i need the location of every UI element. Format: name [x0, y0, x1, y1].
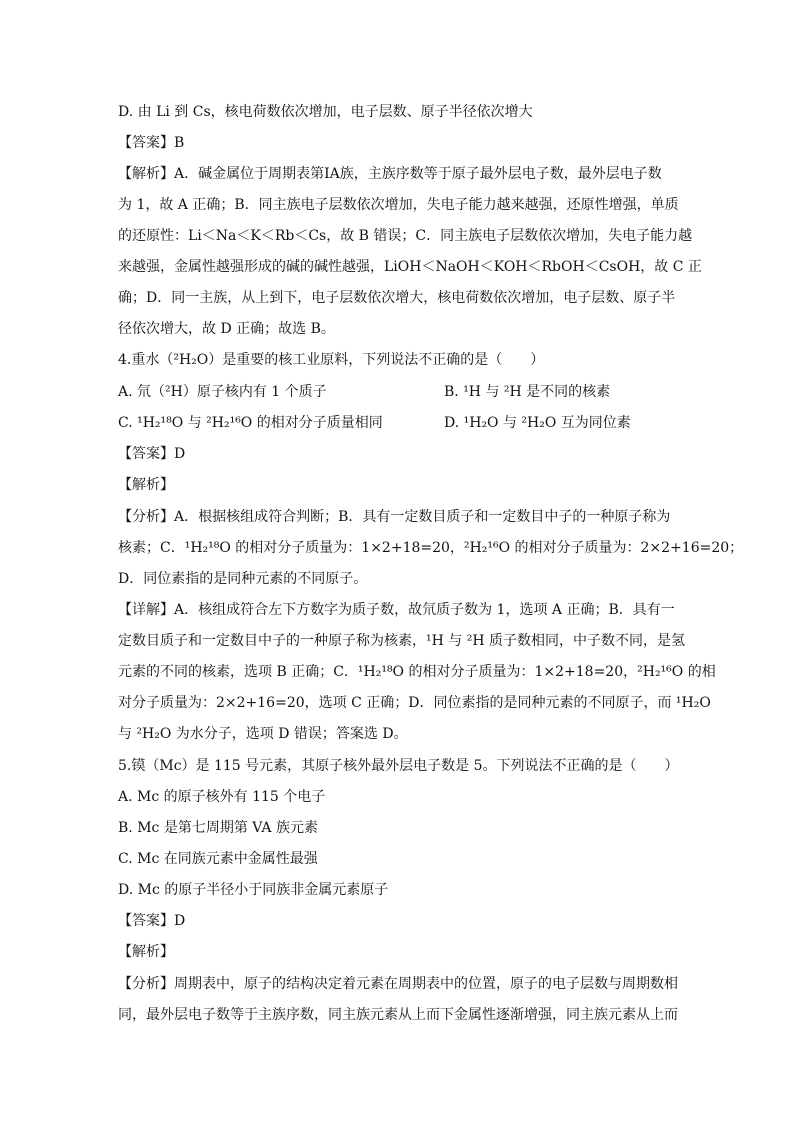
q3-option-d: D. 由 Li 到 Cs，核电荷数依次增加，电子层数、原子半径依次增大: [118, 104, 533, 120]
q4-answer: 【答案】D: [118, 446, 186, 462]
q5-option-a: A. Mc 的原子核外有 115 个电子: [118, 789, 326, 805]
q4-fenxi-line-1: 【分析】A．根据核组成符合判断；B．具有一定数目质子和一定数目中子的一种原子称为: [118, 509, 671, 525]
q5-fenxi-line-1: 【分析】周期表中，原子的结构决定着元素在周期表中的位置，原子的电子层数与周期数相: [118, 976, 678, 992]
q3-analysis-line-6: 径依次增大，故 D 正确；故选 B。: [118, 321, 335, 337]
q4-fenxi-line-2: 核素；C．¹H₂¹⁸O 的相对分子质量为：1×2+18=20，²H₂¹⁶O 的相对分子质量为：2×2+16=20；: [118, 540, 744, 556]
q4-jiexi-heading: 【解析】: [118, 477, 174, 493]
q4-xiangjie-line-4: 对分子质量为：2×2+16=20，选项 C 正确；D．同位素指的是同种元素的不同原子，而 ¹H₂O: [118, 695, 711, 711]
q4-option-d: D. ¹H₂O 与 ²H₂O 互为同位素: [444, 415, 631, 431]
q4-xiangjie-line-1: 【详解】A．核组成符合左下方数字为质子数，故氘质子数为 1，选项 A 正确；B．具有一: [118, 602, 675, 618]
q5-jiexi-heading: 【解析】: [118, 944, 174, 960]
q5-option-c: C. Mc 在同族元素中金属性最强: [118, 851, 318, 867]
q4-xiangjie-line-5: 与 ²H₂O 为水分子，选项 D 错误；答案选 D。: [118, 726, 408, 742]
q4-option-b: B. ¹H 与 ²H 是不同的核素: [444, 384, 611, 400]
q5-fenxi-line-2: 同，最外层电子数等于主族序数，同主族元素从上而下金属性逐渐增强，同主族元素从上而: [118, 1007, 678, 1023]
q3-analysis-line-1: 【解析】A．碱金属位于周期表第ⅠA族，主族序数等于原子最外层电子数，最外层电子数: [118, 166, 662, 182]
q4-fenxi-line-3: D．同位素指的是同种元素的不同原子。: [118, 571, 368, 587]
q4-xiangjie-line-3: 元素的不同的核素，选项 B 正确；C．¹H₂¹⁸O 的相对分子质量为：1×2+18=20，²H₂¹⁶O 的相: [118, 664, 716, 680]
q3-answer: 【答案】B: [118, 135, 185, 151]
q5-answer: 【答案】D: [118, 913, 186, 929]
q4-xiangjie-line-2: 定数目质子和一定数目中子的一种原子称为核素，¹H 与 ²H 质子数相同，中子数不同，是氢: [118, 633, 685, 649]
q4-option-a: A. 氘（²H）原子核内有 1 个质子: [118, 384, 327, 400]
q3-analysis-line-2: 为 1，故 A 正确；B．同主族电子层数依次增加，失电子能力越来越强，还原性增强，单质: [118, 197, 679, 213]
q5-option-d: D. Mc 的原子半径小于同族非金属元素原子: [118, 882, 389, 898]
q5-option-b: B. Mc 是第七周期第 VA 族元素: [118, 820, 318, 836]
q3-analysis-line-3: 的还原性：Li＜Na＜K＜Rb＜Cs，故 B 错误；C．同主族电子层数依次增加，失电子能力越: [118, 228, 693, 244]
q4-stem: 4.重水（²H₂O）是重要的核工业原料，下列说法不正确的是（ ）: [118, 352, 545, 368]
q5-stem: 5.镆（Mc）是 115 号元素，其原子核外最外层电子数是 5。下列说法不正确的是（ ）: [118, 758, 679, 774]
q3-analysis-line-5: 确；D．同一主族，从上到下，电子层数依次增大，核电荷数依次增加，电子层数、原子半: [118, 290, 676, 306]
q3-analysis-line-4: 来越强，金属性越强形成的碱的碱性越强，LiOH＜NaOH＜KOH＜RbOH＜CsOH，故 C 正: [118, 259, 702, 275]
q4-option-c: C. ¹H₂¹⁸O 与 ²H₂¹⁶O 的相对分子质量相同: [118, 415, 383, 431]
